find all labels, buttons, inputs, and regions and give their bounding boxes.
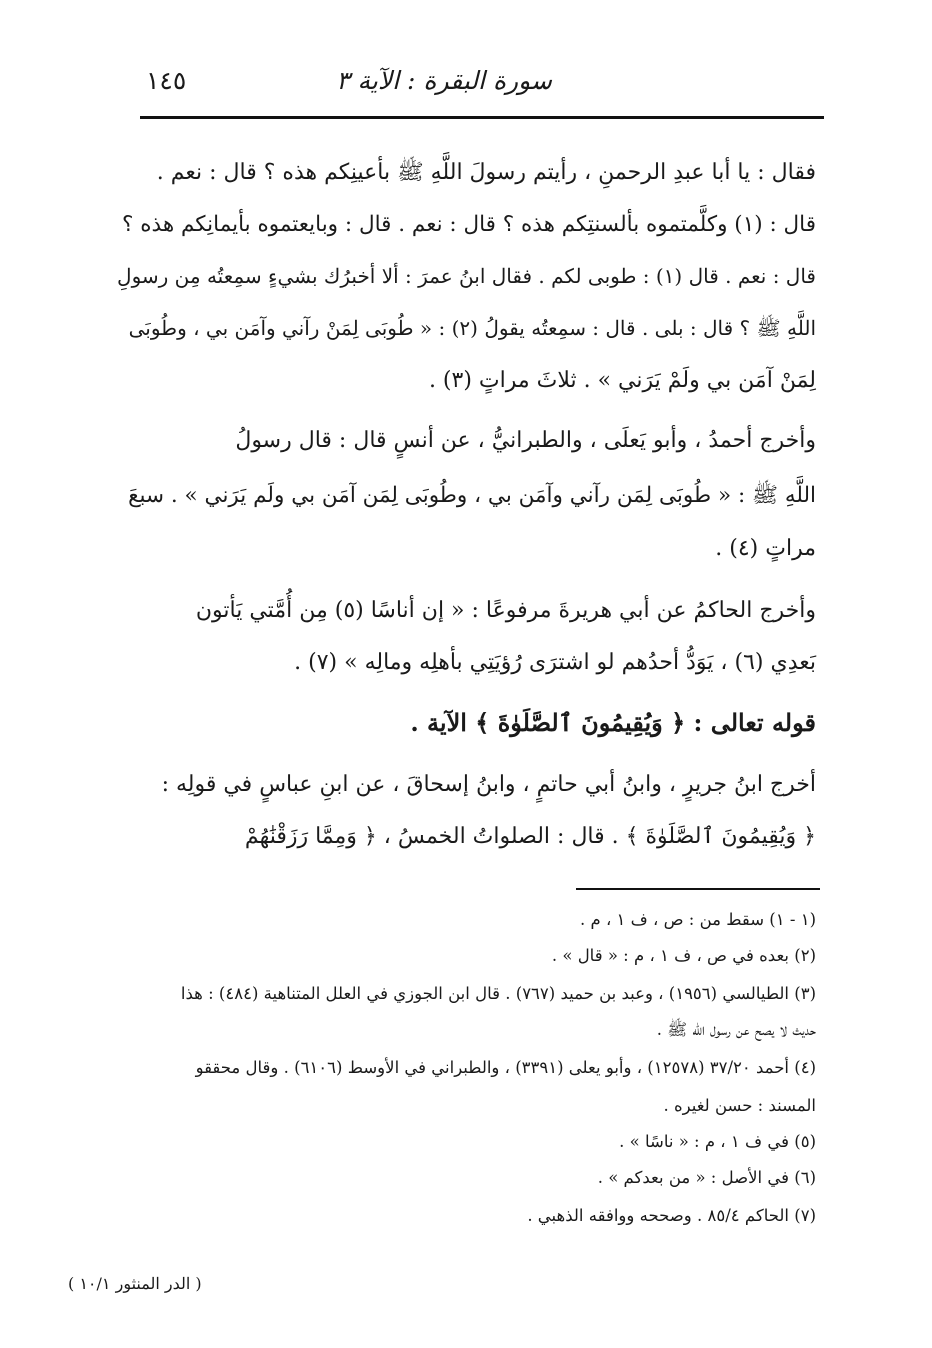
footnote: (٤) أحمد ٣٧/٢٠ (١٢٥٧٨) ، وأبو يعلى (٣٣٩١) ، والطبراني في الأوسط (٦١٠٦) . وقال محققو: [195, 1058, 816, 1077]
body-line: بَعدِي (٦) ، يَوَدُّ أحدُهم لو اشترَى رُؤيَتِي بأهلِه ومالِه » (٧) .: [294, 650, 816, 675]
footnote: (٢) بعده في ص ، ف ١ ، م : « قال » .: [551, 946, 816, 965]
running-header-title: سورة البقرة : الآية ٣: [336, 66, 552, 95]
body-line: اللَّهِ ﷺ ؟ قال : بلى . قال : سمِعتُه يقولُ (٢) : « طُوبَى لِمَنْ رآني وآمَن بي ، وطُوبَى: [128, 316, 816, 340]
page-number: ١٤٥: [146, 66, 187, 95]
body-line: قال : نعم . قال (١) : طوبى لكم . فقال ابنُ عمرَ : ألا أخبرُك بشيءٍ سمِعتُه مِن رسولِ: [117, 264, 816, 288]
header-rule: [140, 116, 824, 119]
body-line: اللَّهِ ﷺ : « طُوبَى لِمَن رآني وآمَن بي ، وطُوبَى لِمَن آمَن بي ولَم يَرَني » . سبعَ: [128, 483, 816, 508]
body-line: وأخرج الحاكمُ عن أبي هريرةَ مرفوعًا : « إن أناسًا (٥) مِن أُمَّتي يَأتون: [195, 598, 816, 623]
body-line: وأخرج أحمدُ ، وأبو يَعلَى ، والطبرانيُّ ، عن أنسٍ قال : قال رسولُ: [235, 428, 816, 453]
body-line: أخرج ابنُ جريرٍ ، وابنُ أبي حاتمٍ ، وابنُ إسحاقَ ، عن ابنِ عباسٍ في قولِه :: [161, 772, 816, 797]
body-line: ﴿ وَيُقِيمُونَ ٱلصَّلَوٰةَ ﴾ . قال : الصلواتُ الخمسُ ، ﴿ وَمِمَّا رَزَقْنَٰهُمْ: [244, 824, 816, 849]
verse-heading: قوله تعالى : ﴿ وَيُقِيمُونَ ٱلصَّلَوٰةَ ﴾ الآية .: [410, 708, 816, 737]
body-line: لِمَنْ آمَن بي ولَمْ يَرَني » . ثلاثَ مراتٍ (٣) .: [428, 368, 816, 393]
footnote-separator: [576, 888, 820, 890]
source-reference: ( الدر المنثور ١٠/١ ): [68, 1274, 202, 1293]
footnote: المسند : حسن لغيره .: [663, 1096, 816, 1115]
footnote: (٣) الطيالسي (١٩٥٦) ، وعبد بن حميد (٧٦٧) . قال ابن الجوزي في العلل المتناهية (٤٨٤) : هذا: [180, 984, 816, 1003]
body-line: فقال : يا أبا عبدِ الرحمنِ ، رأيتم رسولَ اللَّهِ ﷺ بأعينِكم هذه ؟ قال : نعم .: [156, 160, 816, 185]
footnote: (١ - ١) سقط من : ص ، ف ١ ، م .: [580, 910, 816, 929]
footnote: (٥) في ف ١ ، م : « ناسًا » .: [619, 1132, 816, 1151]
footnote: حديث لا يصح عن رسول الله ﷺ .: [656, 1020, 816, 1039]
footnote: (٦) في الأصل : « من بعدكم » .: [597, 1168, 816, 1187]
body-line: مراتٍ (٤) .: [715, 536, 816, 561]
footnote: (٧) الحاكم ٨٥/٤ . وصححه ووافقه الذهبي .: [527, 1206, 816, 1225]
body-line: قال : (١) وكلَّمتموه بألسنتِكم هذه ؟ قال : نعم . قال : وبايعتموه بأيمانِكم هذه ؟: [122, 212, 816, 237]
